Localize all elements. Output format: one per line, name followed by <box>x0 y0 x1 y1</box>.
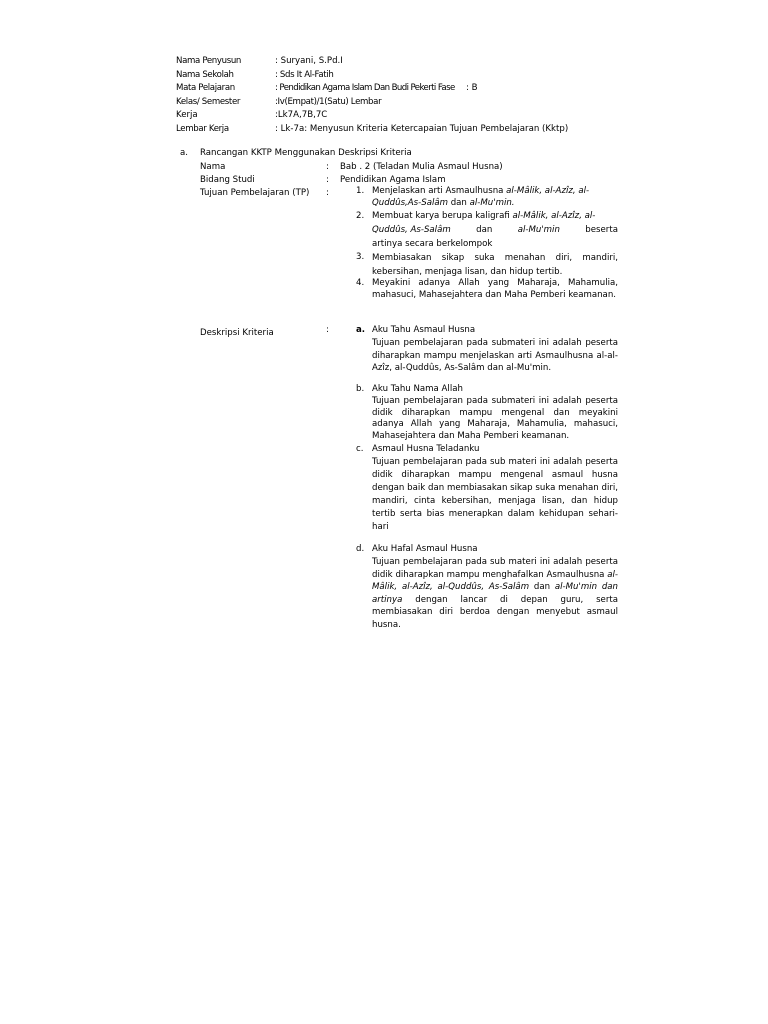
kriteria-text-italic: al-Mu'min dan artinya <box>372 582 618 605</box>
header-value-penyusun: : Suryani, S.Pd.I <box>275 56 343 66</box>
nama-colon: : <box>326 162 329 172</box>
tp-item-number: 4. <box>356 278 365 288</box>
kriteria-title: Asmaul Husna Teladanku <box>372 444 480 454</box>
kriteria-text: Tujuan pembelajaran pada submateri ini adalah peserta didik diharapkan mampu mengenal dan meyakini adanya Allah yang Maharaja, Mahamulia, mahasuci, Mahasejahtera dan Maha Pemberi keamanan. <box>372 396 618 441</box>
kriteria-title: Aku Tahu Nama Allah <box>372 384 463 394</box>
kriteria-title: Aku Tahu Asmaul Husna <box>372 325 476 335</box>
tp-label: Tujuan Pembelajaran (TP) <box>200 188 310 198</box>
kriteria-text-part: dengan lancar di depan guru, serta membiasakan diri berdoa dengan menyebut asmaul husna. <box>372 594 618 630</box>
section-a-title: Rancangan KKTP Menggunakan Deskripsi Kriteria <box>200 148 412 158</box>
bidang-value: Pendidikan Agama Islam <box>340 175 446 185</box>
tp-item-text: beserta <box>585 225 618 235</box>
bidang-colon: : <box>326 175 329 185</box>
section-a-marker: a. <box>180 148 188 158</box>
header-value-kelas: :Iv(Empat)/1(Satu) Lembar <box>275 97 382 107</box>
tp-item-text: Meyakini adanya Allah yang Maharaja, Mahamulia, mahasuci, Mahasejahtera dan Maha Pemberi keamanan. <box>372 278 618 301</box>
deskripsi-kriteria-label: Deskripsi Kriteria <box>200 328 274 338</box>
header-value-mapel: : Pendidikan Agama Islam Dan Budi Pekerti Fase <box>275 83 455 93</box>
header-label-sekolah: Nama Sekolah <box>176 70 234 80</box>
header-label-kerja: Kerja <box>176 110 198 120</box>
header-value-fase: : B <box>466 83 478 93</box>
tp-item-text-italic: Quddûs, As-Salâm <box>372 225 451 235</box>
tp-item-text-italic: al-Mu'min. <box>469 198 515 208</box>
kriteria-letter: d. <box>356 544 365 554</box>
nama-value: Bab . 2 (Teladan Mulia Asmaul Husna) <box>340 162 503 172</box>
tp-item-text: dan <box>447 198 470 208</box>
tp-colon: : <box>326 188 329 198</box>
kriteria-title: Aku Hafal Asmaul Husna <box>372 544 478 554</box>
tp-item-text: Menjelaskan arti Asmaulhusna <box>372 186 507 196</box>
deskripsi-kriteria-colon: : <box>326 325 329 335</box>
tp-item-text-italic: Quddûs,As-Salâm <box>372 198 448 208</box>
header-label-lembar: Lembar Kerja <box>176 124 229 134</box>
header-label-mapel: Mata Pelajaran <box>176 83 235 93</box>
kriteria-text: Tujuan pembelajaran pada submateri ini adalah peserta diharapkan mampu menjelaskan arti Asmaulhusna al-al-Azîz, al-Quddûs, As-Salâm dan al-Mu'min. <box>372 338 618 373</box>
kriteria-text-part: dan <box>529 582 555 592</box>
tp-item-text: Membiasakan sikap suka menahan diri, mandiri, kebersihan, menjaga lisan, dan hidup tertib. <box>372 253 618 277</box>
tp-item-number: 3. <box>356 252 365 262</box>
bidang-label: Bidang Studi <box>200 175 255 185</box>
kriteria-text-part: Tujuan pembelajaran pada sub materi ini adalah peserta didik diharapkan mampu menghafalkan Asmaulhusna <box>372 557 618 580</box>
tp-item-text-italic: al-Mu'min <box>517 225 560 235</box>
tp-item-number: 2. <box>356 211 365 221</box>
header-value-kerja: :Lk7A,7B,7C <box>275 110 328 120</box>
tp-item-number: 1. <box>356 186 365 196</box>
kriteria-text: Tujuan pembelajaran pada sub materi ini adalah peserta didik diharapkan mampu mengenal asmaul husna dengan baik dan membiasakan sikap suka menahan diri, mandiri, cinta kebersihan, menjaga lisan, dan hidup tertib serta bias menerapkan dalam kehidupan sehari- hari <box>372 457 618 532</box>
kriteria-letter: c. <box>356 444 364 454</box>
nama-label: Nama <box>200 162 226 172</box>
tp-item-text: dan <box>476 225 493 235</box>
kriteria-letter: b. <box>356 384 365 394</box>
header-label-penyusun: Nama Penyusun <box>176 56 242 66</box>
kriteria-text <box>372 556 618 631</box>
kriteria-letter: a. <box>356 325 366 335</box>
tp-item-text: Membuat karya berupa kaligrafi <box>372 211 513 221</box>
kriteria-text-italic: al-Mâlik, al-Azîz, al-Quddûs, As-Salâm <box>372 569 618 592</box>
header-value-lembar: : Lk-7a: Menyusun Kriteria Ketercapaian Tujuan Pembelajaran (Kktp) <box>275 124 569 134</box>
header-value-sekolah: : Sds It Al-Fatih <box>275 70 334 80</box>
tp-item-text-italic: al-Mâlik, al-Azîz, al- <box>512 211 596 221</box>
header-label-kelas: Kelas/ Semester <box>176 97 241 107</box>
tp-item-text-italic: al-Mâlik, al-Azîz, al- <box>506 186 590 196</box>
tp-item-text: artinya secara berkelompok <box>372 239 493 249</box>
